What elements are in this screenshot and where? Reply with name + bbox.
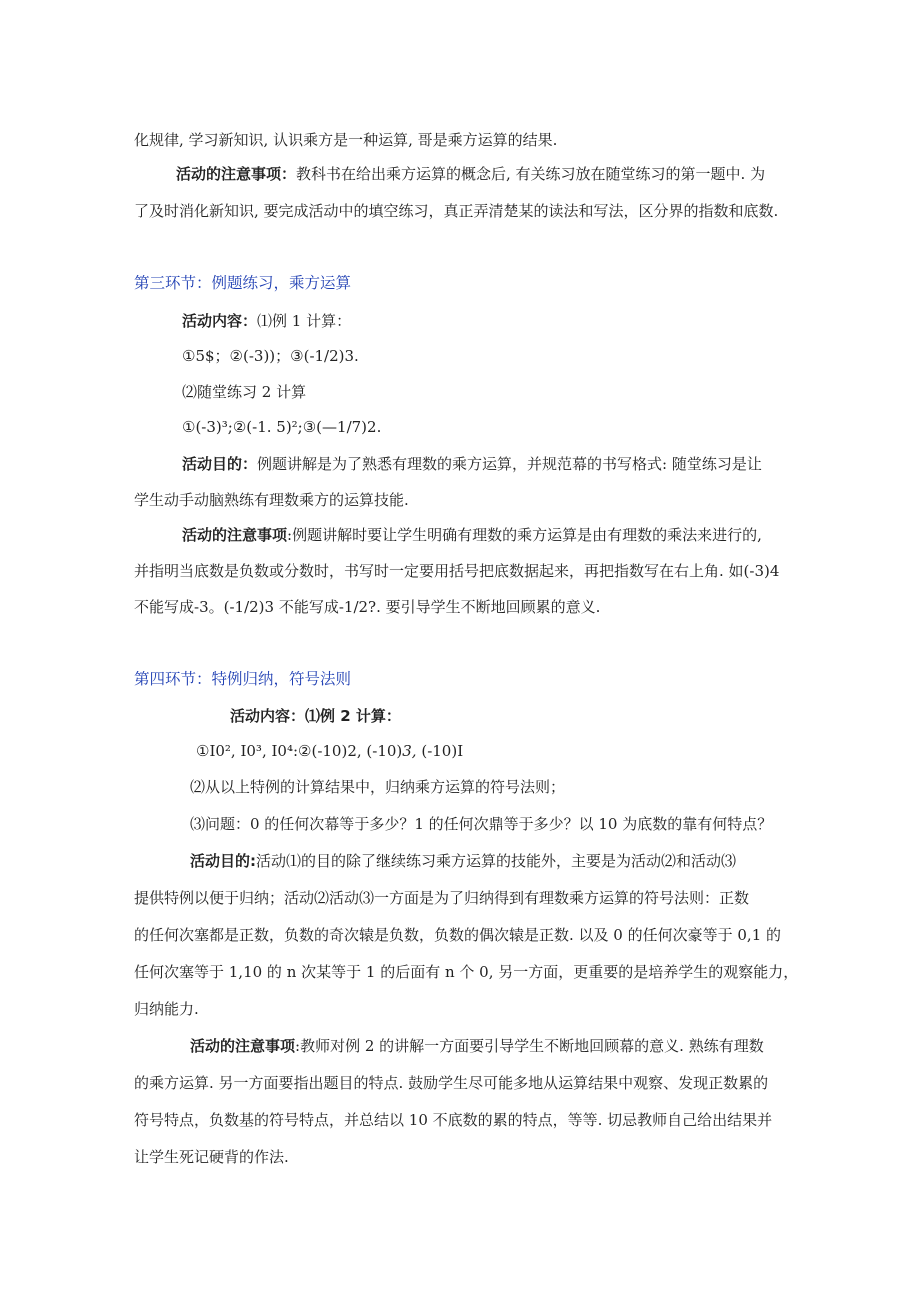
section3-content: 活动内容：⑴例 1 计算： bbox=[182, 312, 352, 330]
section4-notes-line1: 活动的注意事项:教师对例 2 的讲解一方面要引导学生不断地回顾幕的意义. 熟练有理数 bbox=[190, 1037, 764, 1055]
section4-heading: 第四环节：特例归纳，符号法则 bbox=[134, 670, 352, 688]
section3-heading: 第三环节：例题练习，乘方运算 bbox=[134, 274, 352, 292]
intro-line: 化规律, 学习新知识, 认识乘方是一种运算, 哥是乘方运算的结果. bbox=[134, 131, 558, 149]
section3-notes-line3: 不能写成-3。(-1/2)3 不能写成-1/2?. 要引导学生不断地回顾累的意义. bbox=[134, 598, 601, 616]
section3-goal-line2: 学生动手动脑熟练有理数乘方的运算技能. bbox=[134, 491, 409, 509]
section4-content-label: 活动内容：⑴例 2 计算： bbox=[230, 707, 401, 725]
section3-notes-line1: 活动的注意事项:例题讲解时要让学生明确有理数的乘方运算是由有理数的乘法来进行的, bbox=[182, 526, 762, 544]
notes1-line2: 了及时消化新知识, 要完成活动中的填空练习，真正弄清楚某的读法和写法，区分界的指数和底数. bbox=[134, 202, 779, 220]
section3-practice: ①(-3)³;②(-1. 5)²;③(—1/7)2. bbox=[182, 418, 382, 436]
section3-practice-label: ⑵随堂练习 2 计算 bbox=[182, 383, 307, 401]
section3-goal-line1: 活动目的：例题讲解是为了熟悉有理数的乘方运算，并规范幕的书写格式: 随堂练习是让 bbox=[182, 455, 762, 473]
section4-content bbox=[230, 706, 401, 726]
section4-item2: ⑵从以上特例的计算结果中，归纳乘方运算的符号法则； bbox=[190, 778, 566, 796]
section4-goal-line1: 活动目的:活动⑴的目的除了继续练习乘方运算的技能外，主要是为活动⑵和活动⑶ bbox=[190, 852, 737, 870]
section3-content-label: 活动内容： bbox=[182, 312, 258, 330]
section3-notes-line2: 并指明当底数是负数或分数时，书写时一定要用括号把底数据起来，再把指数写在右上角. 如(-3)4 bbox=[134, 562, 780, 580]
section4-goal-line5: 归纳能力. bbox=[134, 1000, 199, 1018]
section4-goal-line2: 提供特例以便于归纳；活动⑵活动⑶一方面是为了归纳得到有理数乘方运算的符号法则：正数 bbox=[134, 889, 750, 907]
notes1-label: 活动的注意事项： bbox=[176, 165, 297, 183]
section4-notes-line4: 让学生死记硬背的作法. bbox=[134, 1148, 289, 1166]
section3-example1: ①5$；②(-3))；③(-1/2)3. bbox=[182, 347, 359, 365]
section4-notes-label: 活动的注意事项 bbox=[190, 1037, 296, 1055]
notes1-line1: 活动的注意事项：教科书在给出乘方运算的概念后, 有关练习放在随堂练习的第一题中. 为 bbox=[176, 165, 766, 183]
section4-notes-line2: 的乘方运算. 另一方面要指出题目的特点. 鼓励学生尽可能多地从运算结果中观察、发现正数累的 bbox=[134, 1074, 769, 1092]
section4-example2: ①I0², I0³, I0⁴:②(-10)2, (-10)3, (-10)I bbox=[196, 742, 464, 760]
section3-goal-label: 活动目的： bbox=[182, 455, 258, 473]
section4-notes-line3: 符号特点，负数基的符号特点，并总结以 10 不底数的累的特点，等等. 切忌教师自己给出结果并 bbox=[134, 1111, 773, 1129]
section4-goal-line3: 的任何次塞都是正数，负数的奇次辕是负数，负数的偶次辕是正数. 以及 0 的任何次豪等于 0,1 的 bbox=[134, 926, 782, 944]
section4-goal-label: 活动目的: bbox=[190, 852, 256, 870]
section3-notes-label: 活动的注意事项 bbox=[182, 526, 288, 544]
section4-goal-line4: 任何次塞等于 1,10 的 n 次某等于 1 的后面有 n 个 0, 另一方面，更重要的是培养学生的观察能力， bbox=[134, 963, 799, 981]
section4-item3: ⑶问题：0 的任何次幕等于多少？1 的任何次鼎等于多少？以 10 为底数的靠有何特点？ bbox=[190, 815, 773, 833]
